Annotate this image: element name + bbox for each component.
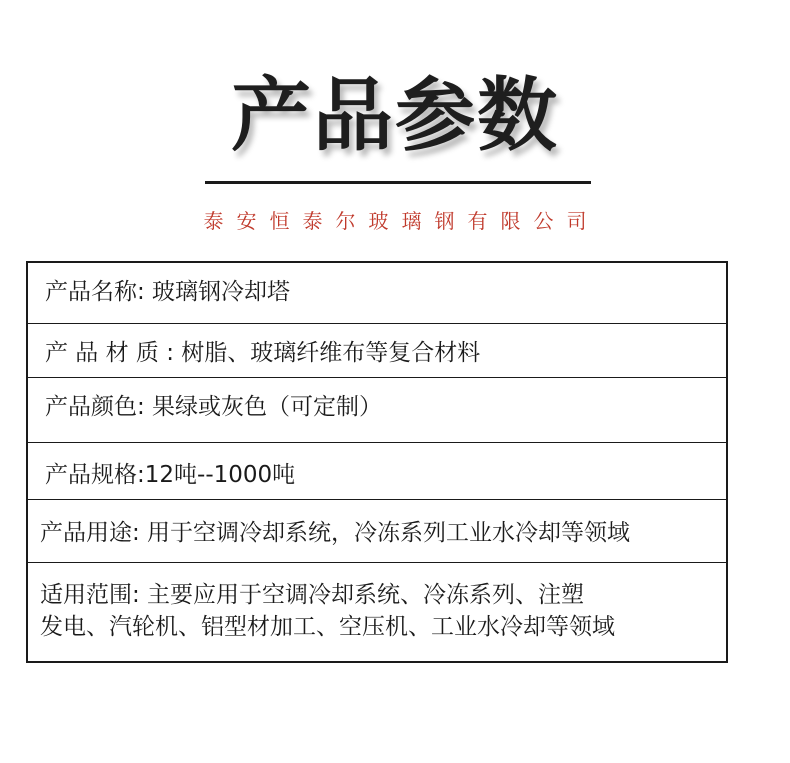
application-scope-line-1: 适用范围: 主要应用于空调冷却系统、冷冻系列、注塑 xyxy=(40,582,585,608)
title-underline xyxy=(205,181,591,184)
application-scope-line-2: 发电、汽轮机、铝型材加工、空压机、工业水冷却等领域 xyxy=(40,614,615,640)
product-material-text: 产 品 材 质 : 树脂、玻璃纤维布等复合材料 xyxy=(45,340,481,366)
row-application-scope xyxy=(28,563,726,661)
product-usage-text: 产品用途: 用于空调冷却系统，冷冻系列工业水冷却等领域 xyxy=(40,520,631,546)
row-product-name xyxy=(28,263,726,324)
row-product-usage xyxy=(28,500,726,563)
product-color-text: 产品颜色: 果绿或灰色（可定制） xyxy=(45,394,383,420)
row-product-color xyxy=(28,378,726,443)
company-name: 泰安恒泰尔玻璃钢有限公司 xyxy=(203,209,600,233)
parameter-table xyxy=(26,261,728,663)
row-product-spec xyxy=(28,443,726,500)
row-product-material xyxy=(28,324,726,378)
product-name-text: 产品名称: 玻璃钢冷却塔 xyxy=(45,279,291,305)
product-spec-text: 产品规格:12吨--1000吨 xyxy=(45,462,296,488)
page-title: 产品参数 xyxy=(231,69,559,162)
